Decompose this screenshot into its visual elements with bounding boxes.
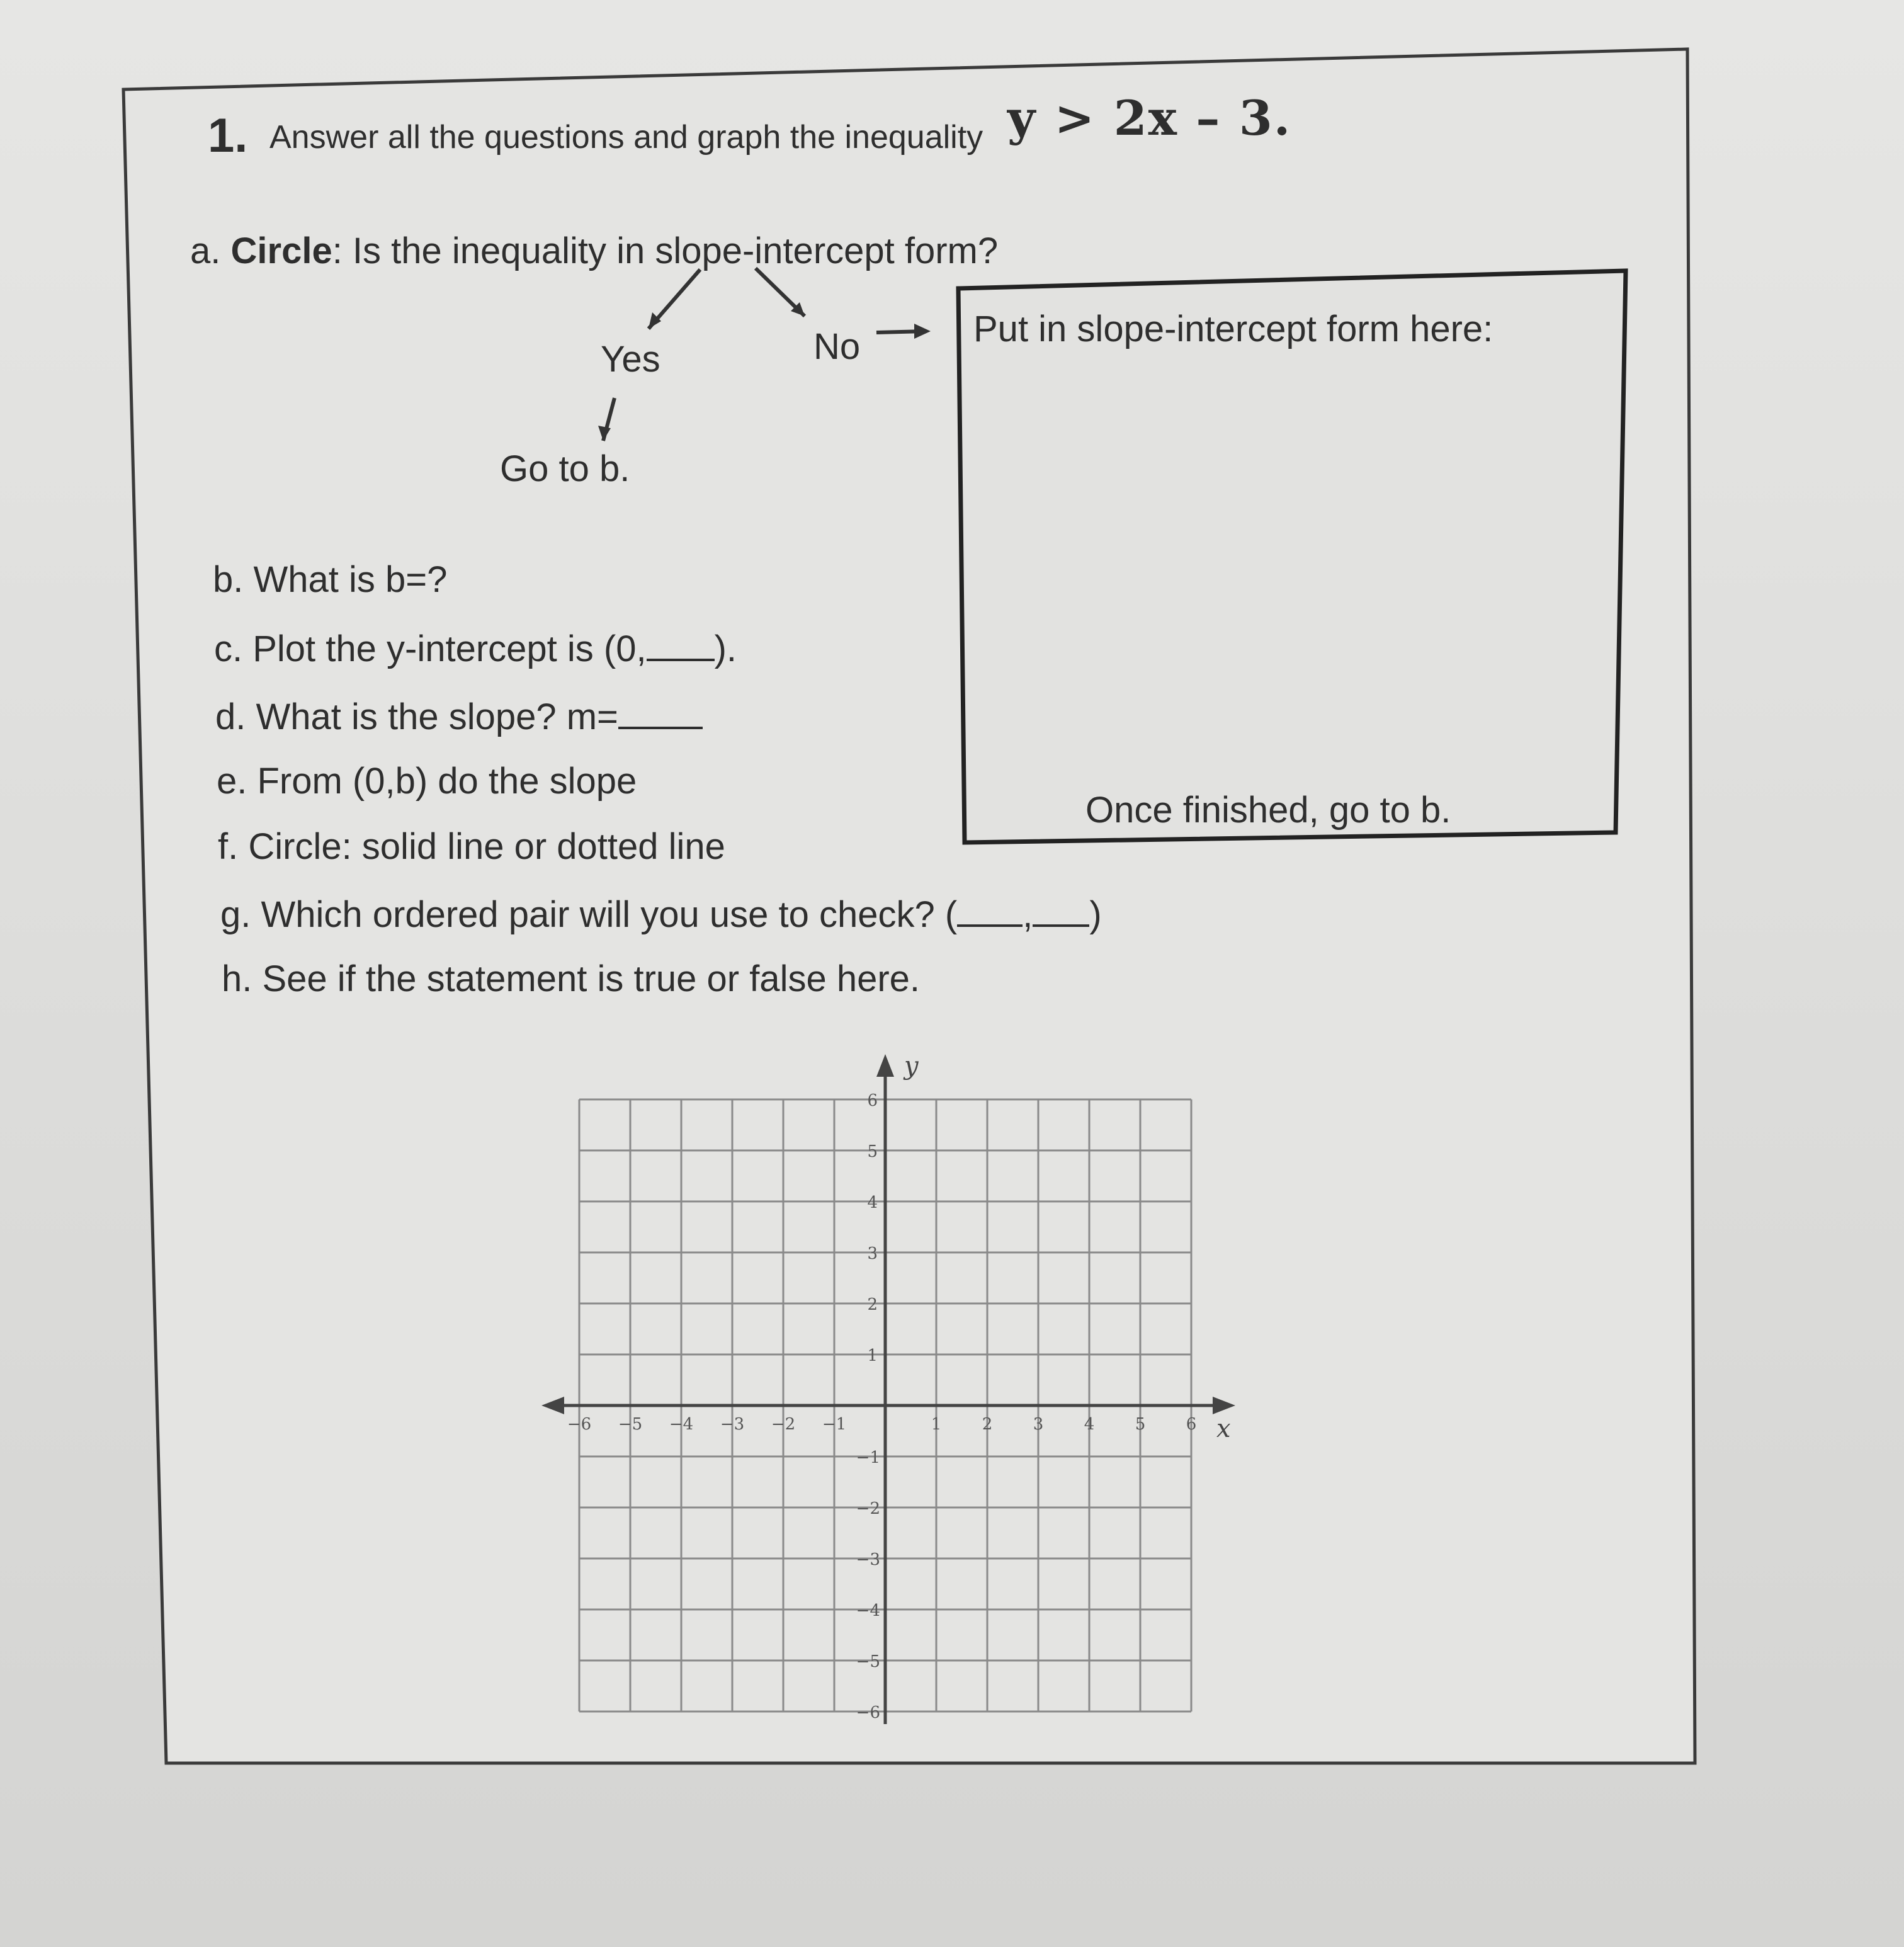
question-f: f. Circle: solid line or dotted line <box>218 826 725 867</box>
question-a-rest: : Is the inequality in slope-intercept form? <box>332 230 999 271</box>
x-tick-label: −5 <box>618 1415 643 1434</box>
y-tick-label: −5 <box>856 1652 880 1671</box>
x-tick-label: 1 <box>931 1415 942 1434</box>
question-g-comma: , <box>1023 894 1033 935</box>
y-tick-label: 1 <box>867 1346 878 1365</box>
question-c-prefix: c. Plot the y-intercept is (0, <box>214 628 647 669</box>
y-tick-label: 5 <box>867 1142 878 1161</box>
y-tick-label: −4 <box>856 1601 880 1620</box>
ordered-pair-y-blank[interactable] <box>1033 895 1089 927</box>
question-a-prefix: a. <box>190 230 231 271</box>
question-g-prefix: g. Which ordered pair will you use to check? ( <box>220 894 958 935</box>
x-tick-label: 4 <box>1084 1415 1095 1434</box>
y-intercept-blank[interactable] <box>647 630 715 661</box>
problem-prompt: Answer all the questions and graph the inequality <box>269 119 983 156</box>
inequality-expression: y > 2x – 3. <box>1007 90 1292 146</box>
box-footer: Once finished, go to b. <box>1085 790 1451 831</box>
x-tick-label: −4 <box>669 1415 694 1434</box>
box-title: Put in slope-intercept form here: <box>973 309 1493 349</box>
x-tick-label: −2 <box>771 1415 796 1434</box>
x-tick-label: −3 <box>720 1415 745 1434</box>
y-tick-label: 4 <box>867 1193 878 1212</box>
question-a <box>190 230 999 271</box>
x-tick-label: 3 <box>1033 1415 1044 1434</box>
slope-blank[interactable] <box>618 698 703 729</box>
problem-number: 1. <box>208 109 248 162</box>
x-tick-label: 5 <box>1135 1415 1146 1434</box>
question-c <box>214 630 737 667</box>
y-tick-label: 3 <box>867 1244 878 1263</box>
ordered-pair-x-blank[interactable] <box>957 895 1023 927</box>
question-d <box>215 698 703 735</box>
go-to-b-label: Go to b. <box>500 448 630 489</box>
question-c-suffix: ). <box>714 628 737 669</box>
question-d-text: d. What is the slope? m= <box>215 696 618 737</box>
question-a-bold: Circle <box>230 230 332 271</box>
question-b: b. What is b=? <box>213 559 448 600</box>
x-axis-right-arrow <box>1213 1397 1235 1414</box>
x-axis-label: x <box>1216 1414 1231 1443</box>
y-axis-up-arrow <box>876 1054 894 1077</box>
y-tick-label: −6 <box>856 1703 880 1722</box>
y-tick-label: −3 <box>856 1550 880 1569</box>
x-tick-label: 6 <box>1186 1415 1197 1434</box>
y-tick-label: −1 <box>856 1448 880 1467</box>
y-tick-label: 2 <box>867 1295 878 1314</box>
y-tick-label: −2 <box>856 1499 880 1518</box>
question-h: h. See if the statement is true or false here. <box>222 958 921 999</box>
no-option[interactable]: No <box>813 326 861 367</box>
x-tick-label: −6 <box>567 1415 592 1434</box>
y-axis-label: y <box>904 1052 919 1081</box>
coordinate-grid[interactable] <box>529 1045 1259 1763</box>
x-tick-label: −1 <box>822 1415 847 1434</box>
question-g <box>220 895 1102 933</box>
yes-option[interactable]: Yes <box>601 339 660 380</box>
x-tick-label: 2 <box>982 1415 993 1434</box>
slope-intercept-box <box>958 271 1626 843</box>
question-g-suffix: ) <box>1089 894 1102 935</box>
x-axis-left-arrow <box>541 1397 564 1414</box>
question-e: e. From (0,b) do the slope <box>217 761 637 802</box>
y-tick-label: 6 <box>867 1091 878 1110</box>
